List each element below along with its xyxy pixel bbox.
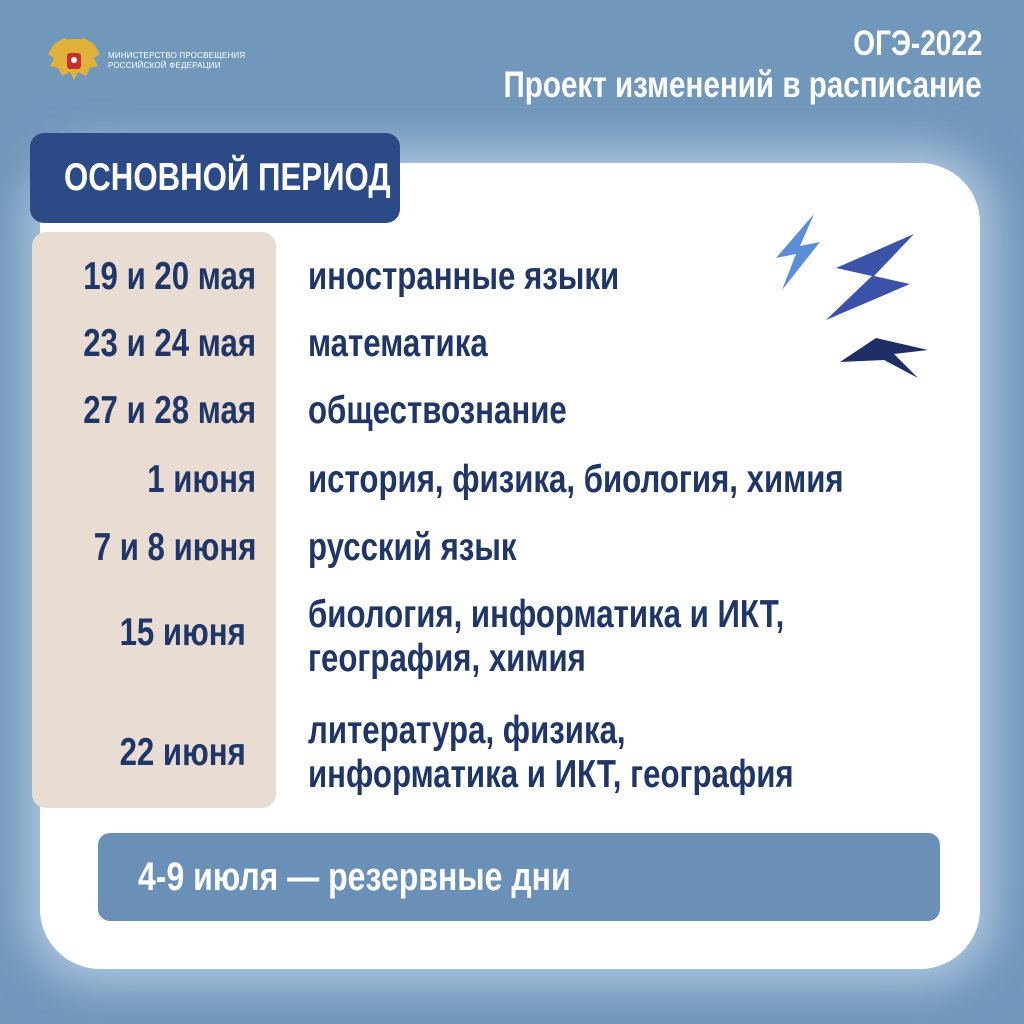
subject-line: обществознание [308, 389, 567, 432]
schedule-date: 22 июня [119, 731, 246, 774]
ministry-logo [44, 36, 245, 86]
schedule-date: 23 и 24 мая [83, 322, 256, 365]
schedule-date: 15 июня [119, 611, 246, 654]
subject-line: математика [308, 322, 488, 365]
period-badge [30, 133, 400, 223]
header [384, 24, 982, 106]
schedule-subjects [308, 593, 784, 681]
page-subtitle: Проект изменений в расписание [503, 64, 982, 105]
lightning-bolt-icon [770, 212, 826, 292]
lightning-bolt-icon [822, 230, 918, 322]
coat-of-arms-icon [44, 36, 104, 86]
period-label: ОСНОВНОЙ ПЕРИОД [64, 156, 391, 199]
schedule-date: 27 и 28 мая [83, 389, 256, 432]
subject-line: биология, информатика и ИКТ, [308, 593, 785, 636]
subject-line: литература, физика, [308, 709, 626, 752]
subject-line: русский язык [308, 526, 517, 569]
schedule-date: 1 июня [147, 458, 256, 501]
schedule-subjects [308, 458, 844, 502]
schedule-subjects [308, 709, 794, 797]
subject-line: информатика и ИКТ, география [308, 753, 794, 796]
page-title: ОГЭ-2022 [852, 24, 982, 63]
lightning-bolt-icon [838, 336, 930, 380]
schedule-subjects [308, 255, 619, 299]
subject-line: иностранные языки [308, 255, 620, 298]
dates-column [32, 232, 276, 808]
schedule-date: 7 и 8 июня [93, 526, 256, 569]
subject-line: история, физика, биология, химия [308, 458, 844, 501]
schedule-subjects [308, 322, 488, 366]
ministry-name-line2: РОССИЙСКОЙ ФЕДЕРАЦИИ [108, 61, 221, 70]
schedule-date: 19 и 20 мая [83, 255, 256, 298]
schedule-subjects [308, 526, 517, 570]
reserve-days-bar [98, 833, 940, 921]
reserve-days-text: 4-9 июля — резервные дни [138, 854, 571, 899]
subject-line: география, химия [308, 637, 586, 680]
ministry-name [108, 51, 245, 71]
ministry-name-line1: МИНИСТЕРСТВО ПРОСВЕЩЕНИЯ [108, 51, 246, 60]
schedule-subjects [308, 389, 567, 433]
